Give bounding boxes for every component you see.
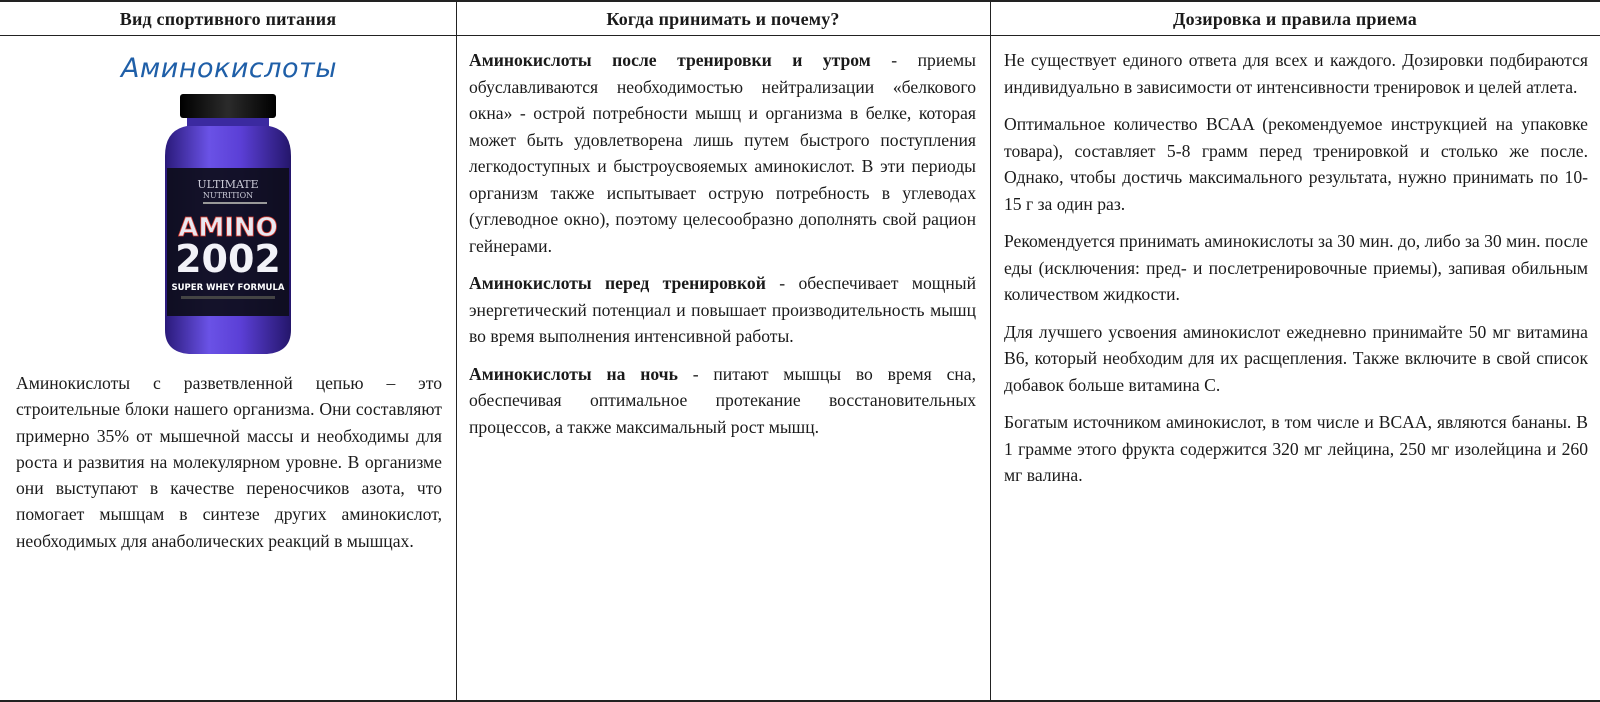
dosage-paragraph: Оптимальное количество BCAA (рекомендуемое инструкцией на упаковке товара), составляет 5-8 грамм перед тренировкой и столько же после. Однако, чтобы достичь максимального результата, нужно принимать по 10-15 г за один раз.: [1004, 114, 1588, 214]
dosage-paragraph: Для лучшего усвоения аминокислот ежедневно принимайте 50 мг витамина B6, который необходим для их расщепления. Также включите в свой список добавок больше витамина C.: [1004, 321, 1588, 395]
when-text: - питают мышцы во время сна, обеспечивая оптимальное протекание восстановительных процессов, а также максимальный рост мышц.: [469, 363, 977, 437]
header-product-type: Вид спортивного питания: [119, 9, 337, 29]
when-heading: Аминокислоты на ночь: [469, 363, 678, 384]
jar-number: 2002: [175, 237, 281, 281]
product-cell: [0, 35, 456, 554]
when-heading: Аминокислоты после тренировки и утром: [469, 50, 871, 70]
dosage-paragraph: Рекомендуется принимать аминокислоты за 30 мин. до, либо за 30 мин. после еды (исключения: пред- и послетренировочные приемы), запивая обильным количеством жидкости.: [1004, 231, 1588, 304]
dosage-paragraph: Богатым источником аминокислот, в том числе и BCAA, являются бананы. В 1 грамме этого фрукта содержится 320 мг лейцина, 250 мг изолейцина и 260 мг валина.: [1004, 412, 1588, 485]
jar-brand-2: NUTRITION: [202, 191, 254, 200]
supplement-jar-image: [163, 94, 293, 356]
when-text: - обеспечивает мощный энергетический потенциал и повышает производительность мышц во время выполнения интенсивной работы.: [469, 273, 976, 346]
when-text: - приемы обуславливаются необходимостью нейтрализации «белкового окна» - острой потребности мышц и организма в белке, которая может быть удовлетворена лишь путем быстрого поступления легкодоступных и быстроусвояемых аминокислот. В эти периоды организм также испытывает острую потребность в углеводах (углеводное окно), поэтому целесообразно дополнять свой рацион гейнерами.: [469, 50, 976, 256]
header-dosage: Дозировка и правила приема: [1173, 9, 1417, 29]
product-title: Аминокислоты: [120, 53, 338, 84]
jar-subtitle: SUPER WHEY FORMULA: [171, 283, 285, 293]
jar-rule: [203, 202, 267, 204]
product-image-wrap: [0, 94, 456, 356]
jar-brand-1: ULTIMATE: [197, 178, 259, 191]
jar-lid: [180, 94, 276, 118]
when-paragraph-after-training: [469, 47, 976, 259]
when-paragraph-before-training: [469, 270, 976, 350]
when-heading: Аминокислоты перед тренировкой: [469, 273, 766, 293]
header-when-to-take: Когда принимать и почему?: [606, 9, 840, 29]
jar-small-print: [181, 296, 275, 299]
product-description: Аминокислоты с разветвленной цепью – это строительные блоки нашего организма. Они составляют примерно 35% от мышечной массы и необходимы для роста и развития на молекулярном уровне. В организме они выступают в качестве переносчиков азота, что помогает мышцам в синтезе других аминокислот, необходимых для анаболических реакций в мышцах.: [16, 373, 442, 551]
dosage-paragraph: Не существует единого ответа для всех и каждого. Дозировки подбираются индивидуально в зависимости от интенсивности тренировок и целей атлета.: [1004, 50, 1588, 97]
jar-name: AMINO: [178, 213, 278, 243]
when-cell: [456, 35, 990, 451]
when-paragraph-night: [469, 361, 976, 441]
dosage-cell: [990, 35, 1600, 500]
jar-neck: [187, 118, 269, 126]
